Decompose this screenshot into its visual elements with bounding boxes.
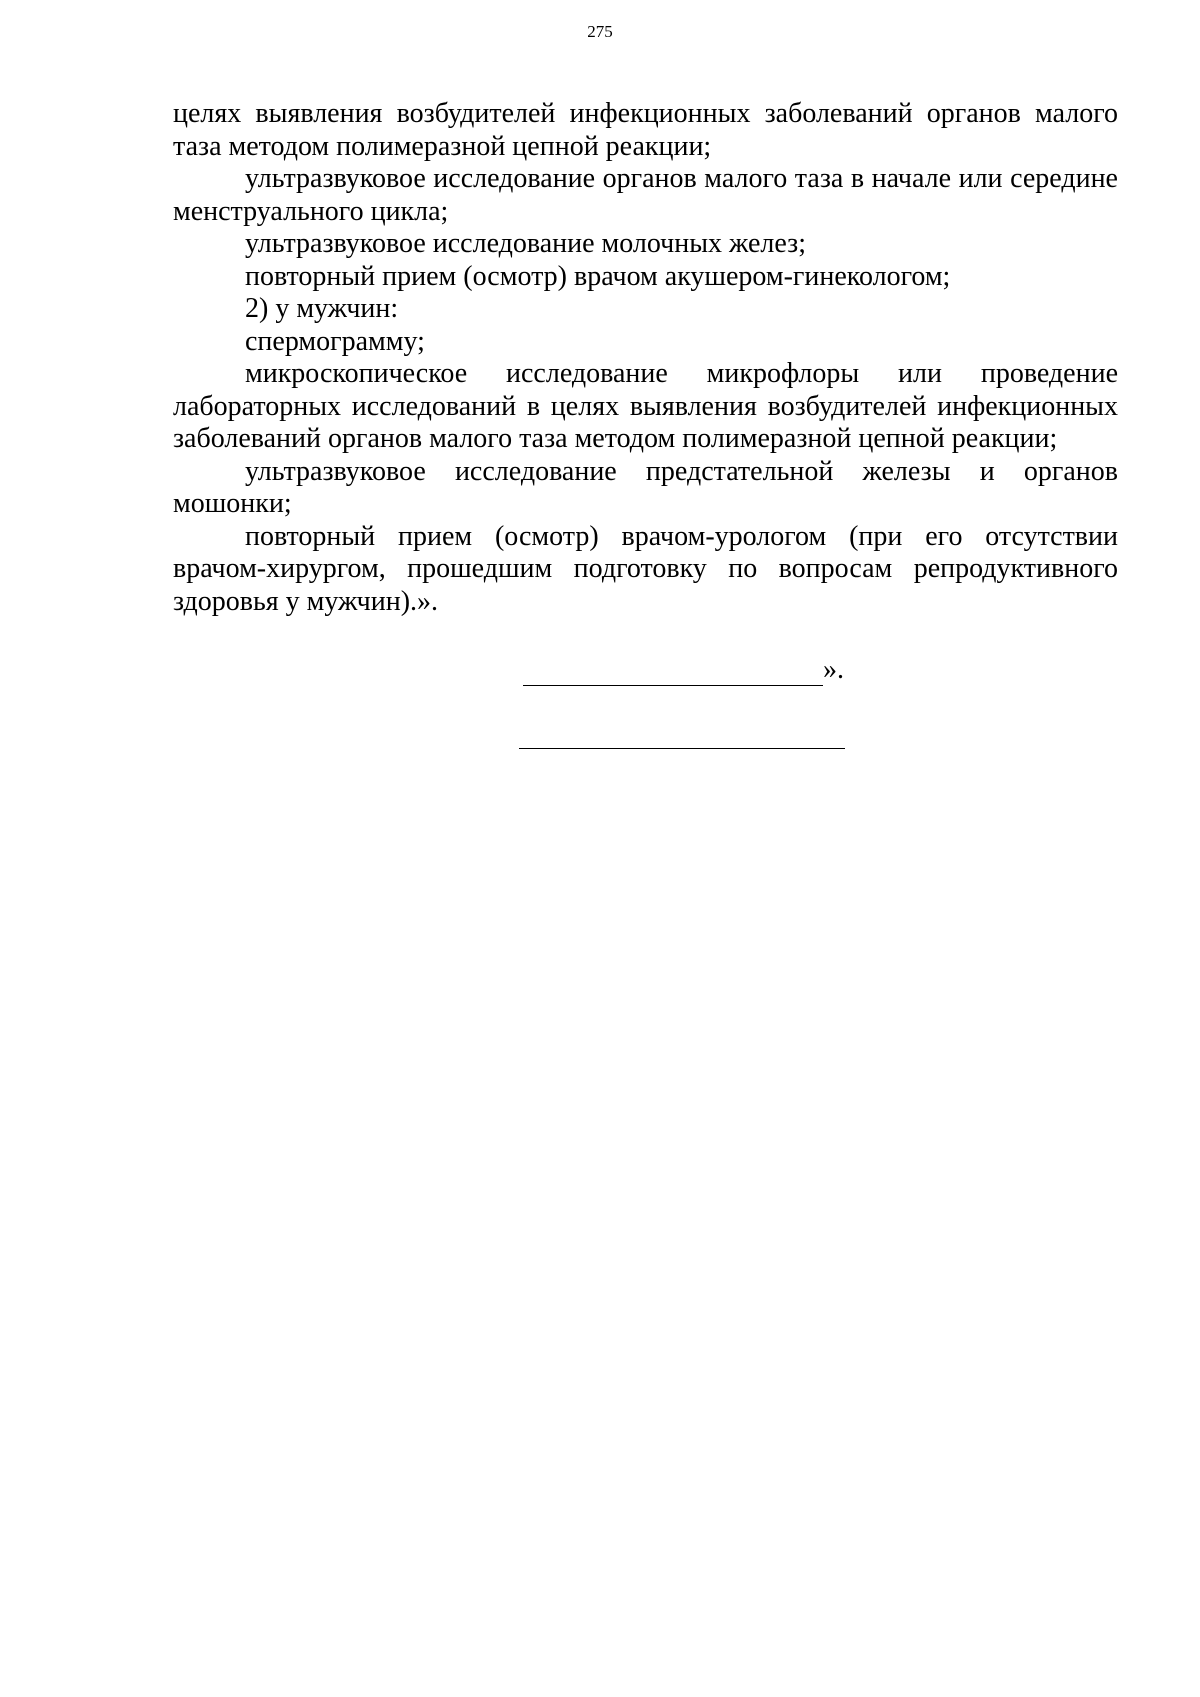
paragraph: ультразвуковое исследование молочных желез; [245, 228, 807, 259]
paragraph: целях выявления возбудителей инфекционных заболеваний органов малого таза методом полимеразной цепной реакции; [173, 98, 1118, 162]
closing-quote: ». [823, 654, 844, 685]
paragraph: спермограмму; [245, 325, 425, 357]
document-body [173, 98, 1118, 618]
paragraph: микроскопическое исследование микрофлоры или проведение лабораторных исследований в целях выявления возбудителей инфекционных заболеваний органов малого таза методом полимеразной цепной реакции; [173, 358, 1118, 454]
paragraph: ультразвуковое исследование предстательной железы и органов мошонки; [173, 455, 1118, 519]
end-of-document-line [519, 748, 845, 749]
list-heading-men: 2) у мужчин: [245, 293, 399, 324]
paragraph: повторный прием (осмотр) врачом-урологом (при его отсутствии врачом-хирургом, прошедшим подготовку по вопросам репродуктивного здоровья у мужчин).». [173, 520, 1118, 617]
paragraph: повторный прием (осмотр) врачом акушером-гинекологом; [245, 260, 951, 292]
closing-mark [523, 652, 844, 686]
closing-underline [523, 655, 823, 686]
paragraph: ультразвуковое исследование органов малого таза в начале или середине менструального цикла; [173, 163, 1118, 227]
page-number: 275 [587, 22, 613, 41]
